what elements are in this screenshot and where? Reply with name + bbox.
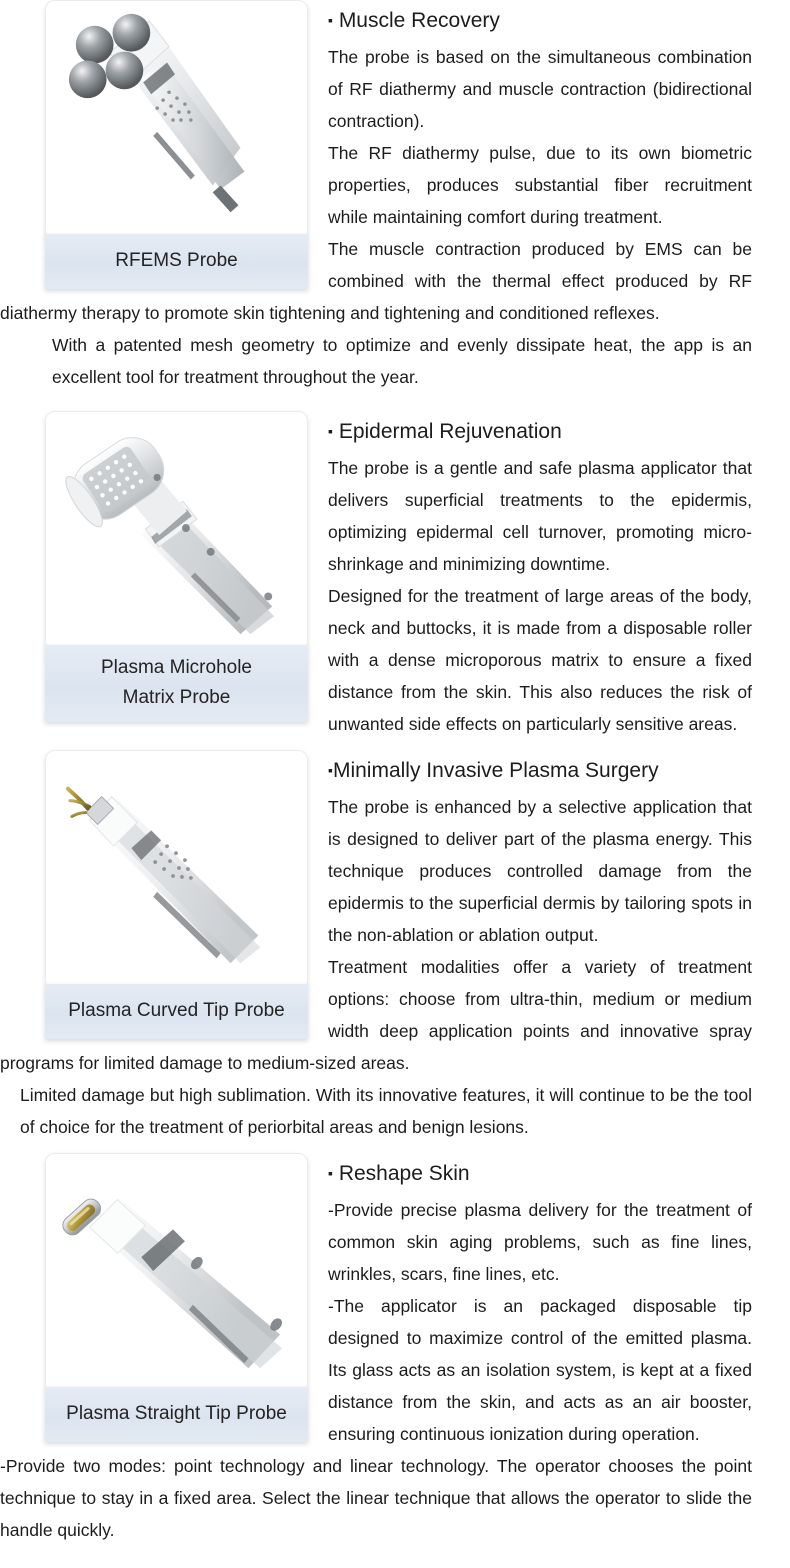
paragraph: Limited damage but high sublimation. With its innovative features, it will continue to be the tool of choice for the treatment of periorbital areas and benign lesions. — [20, 1085, 752, 1137]
product-card-plasma-curved-tip-probe — [45, 750, 310, 1039]
paragraph: -Provide two modes: point technology and linear technology. The operator chooses the point technique to stay in a fixed area. Select the linear technique that allows the operator to slide the handle quickly. — [0, 1456, 752, 1540]
product-caption-plasma-curved-tip-probe: Plasma Curved Tip Probe — [45, 984, 308, 1039]
product-caption-plasma-straight-tip-probe: Plasma Straight Tip Probe — [45, 1387, 308, 1442]
section-epidermal-rejuvenation — [0, 411, 790, 740]
product-caption-rfems-probe: RFEMS Probe — [45, 234, 308, 289]
paragraph: With a patented mesh geometry to optimize and evenly dissipate heat, the app is an excellent tool for treatment throughout the year. — [52, 335, 752, 387]
plasma-curved-tip-probe-photo — [45, 750, 308, 990]
plasma-straight-tip-probe-illustration — [46, 1154, 307, 1392]
heading-text: Reshape Skin — [338, 1162, 470, 1185]
copy-muscle-recovery-tail — [0, 329, 790, 393]
section-spacer — [0, 393, 790, 411]
product-card-plasma-straight-tip-probe — [45, 1153, 310, 1442]
plasma-microhole-matrix-probe-illustration — [46, 412, 307, 650]
section-muscle-recovery — [0, 0, 790, 393]
square-bullet-icon: ▪ — [328, 762, 333, 778]
plasma-straight-tip-probe-photo — [45, 1153, 308, 1393]
square-bullet-icon: ▪ — [328, 12, 333, 28]
paragraph: -The applicator is an packaged disposable tip designed to maximize control of the emitted plasma. Its glass acts as an isolation system, is kept at a fixed distance from the skin, and acts as an air booster, ensuring continuous ionization during operation. — [328, 1296, 752, 1444]
heading-text: Epidermal Rejuvenation — [338, 420, 562, 443]
section-minimally-invasive-plasma-surgery — [0, 750, 790, 1143]
product-card-rfems-probe — [45, 0, 310, 289]
section-spacer — [0, 1143, 790, 1153]
caption-line-2: Matrix Probe — [122, 687, 231, 708]
paragraph: Designed for the treatment of large areas of the body, neck and buttocks, it is made from a disposable roller with a dense microporous matrix to ensure a fixed distance from the skin. This also reduces the risk of unwanted side effects on particularly sensitive areas. — [328, 586, 752, 734]
product-card-plasma-microhole-matrix-probe — [45, 411, 310, 722]
paragraph: -Provide precise plasma delivery for the treatment of common skin aging problems, such as fine lines, wrinkles, scars, fine lines, etc. — [328, 1200, 752, 1284]
plasma-microhole-matrix-probe-photo — [45, 411, 308, 651]
paragraph: The RF diathermy pulse, due to its own biometric properties, produces substantial fiber recruitment while maintaining comfort during treatment. — [328, 143, 752, 227]
product-caption-plasma-microhole-matrix-probe — [45, 645, 308, 722]
section-reshape-skin — [0, 1153, 790, 1546]
copy-minimally-invasive-tail — [0, 1079, 790, 1143]
paragraph: Treatment modalities offer a variety of treatment options: choose from ultra-thin, medium or medium width deep application points and innovative spray programs for limited damage to medium-sized areas. — [0, 957, 752, 1073]
paragraph: The probe is enhanced by a selective application that is designed to deliver part of the plasma energy. This technique produces controlled damage from the epidermis to the superficial dermis by tailoring spots in the non-ablation or ablation output. — [328, 797, 752, 945]
heading-text: Minimally Invasive Plasma Surgery — [332, 759, 659, 782]
paragraph: The probe is a gentle and safe plasma applicator that delivers superficial treatments to the epidermis, optimizing epidermal cell turnover, promoting micro-shrinkage and minimizing downtime. — [328, 458, 752, 574]
paragraph: The muscle contraction produced by EMS can be combined with the thermal effect produced by RF diathermy therapy to promote skin tightening and tightening and conditioned reflexes. — [0, 239, 752, 323]
rfems-probe-illustration — [46, 1, 307, 239]
square-bullet-icon: ▪ — [328, 1165, 333, 1181]
section-spacer — [0, 740, 790, 750]
paragraph: The probe is based on the simultaneous combination of RF diathermy and muscle contraction (bidirectional contraction). — [328, 47, 752, 131]
square-bullet-icon: ▪ — [328, 423, 333, 439]
heading-text: Muscle Recovery — [338, 9, 500, 32]
caption-line-1: Plasma Microhole — [101, 657, 252, 678]
plasma-curved-tip-probe-illustration — [46, 751, 307, 989]
rfems-probe-photo — [45, 0, 308, 240]
